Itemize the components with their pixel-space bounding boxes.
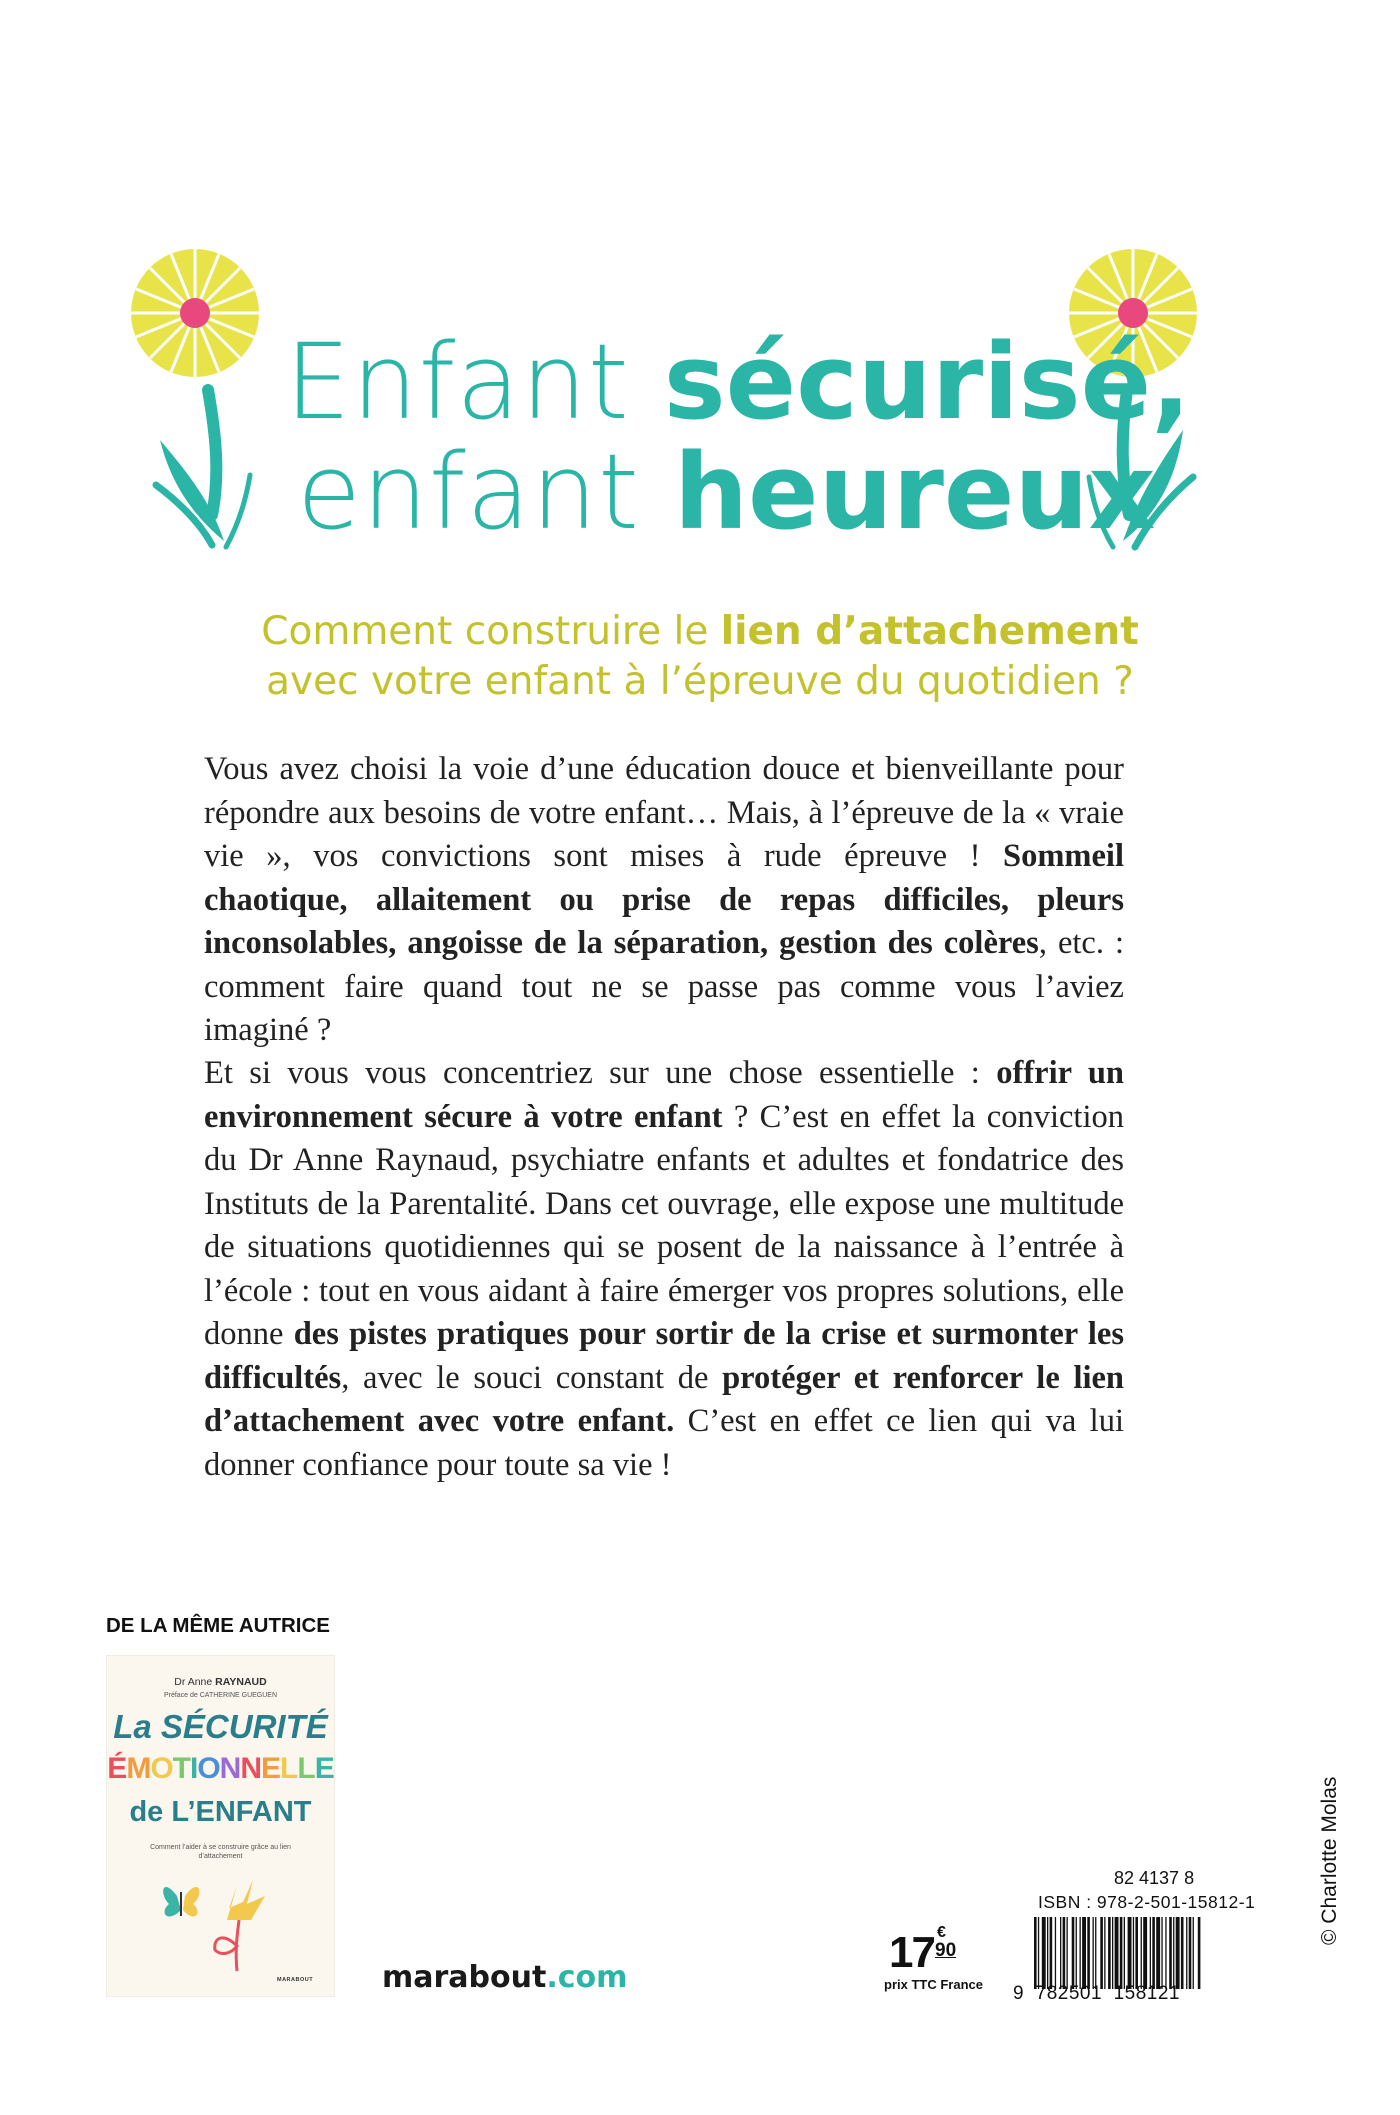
- butterfly-flower-icon: [157, 1866, 287, 1976]
- book-title-letter: I: [189, 1752, 198, 1785]
- book-title-letter: E: [261, 1752, 281, 1785]
- barcode-bar: [1100, 1917, 1103, 1989]
- isbn: ISBN : 978-2-501-15812-1: [1038, 1892, 1256, 1912]
- barcode-bar: [1176, 1917, 1180, 1989]
- publisher-website[interactable]: [382, 1960, 627, 1995]
- p2-bold3: protéger et renforcer le lien d’attachement avec votre enfant.: [204, 1359, 1124, 1439]
- book-title-line1: La SÉCURITÉ: [113, 1708, 328, 1745]
- p2-bold2: des pistes pratiques pour sortir de la crise et surmonter les difficultés: [204, 1316, 1124, 1396]
- book-author-name: RAYNAUD: [215, 1676, 267, 1688]
- book-title-letter: L: [297, 1752, 315, 1785]
- barcode-bar: [1152, 1917, 1155, 1989]
- p2-text4: C’est en effet ce lien qui va lui donner confiance pour toute sa vie !: [204, 1403, 1124, 1483]
- barcode-bar: [1104, 1917, 1105, 1989]
- barcode-bar: [1173, 1917, 1174, 1989]
- p2-text2: ? C’est en effet la conviction du Dr Anne Raynaud, psychiatre enfants et adultes et fondatrice des Instituts de la Parentalité. Dans cet ouvrage, elle expose une multitude de situations quotidiennes qui se posent de la naissance à l’entrée à l’école : tout en vous aidant à faire émerger vos propres solutions, elle donne: [204, 1098, 1124, 1352]
- barcode-bar: [1047, 1917, 1048, 1989]
- subtitle-bold: lien d’attachement: [720, 609, 1139, 654]
- price-label: prix TTC France: [884, 1977, 983, 1992]
- p2-bold1: offrir un environnement sécure à votre enfant: [204, 1055, 1124, 1135]
- barcode-digits: 9 782501 158121: [1013, 1983, 1180, 2004]
- p1-text2: , etc. : comment faire quand tout ne se passe pas comme vous l’aviez imaginé ?: [204, 925, 1124, 1048]
- barcode-bar: [1169, 1917, 1172, 1989]
- book-author: [107, 1676, 334, 1688]
- barcode-bar: [1034, 1917, 1037, 1989]
- barcode-bar: [1141, 1917, 1142, 1989]
- barcode-bar: [1128, 1917, 1132, 1989]
- book-preface: Préface de CATHERINE GUEGUEN: [163, 1692, 278, 1699]
- barcode-bar: [1095, 1917, 1096, 1989]
- barcode-bar: [1189, 1917, 1192, 1989]
- barcode-bar: [1181, 1917, 1184, 1989]
- book-subtitle: Comment l’aider à se construire grâce au lien d’attachement: [150, 1844, 291, 1860]
- book-title-letter: O: [197, 1752, 220, 1785]
- barcode-bar: [1087, 1917, 1090, 1989]
- barcode-bar: [1135, 1917, 1138, 1989]
- barcode-bar: [1072, 1917, 1075, 1989]
- p1-bold1: Sommeil chaotique, allaitement ou prise de repas difficiles, pleurs inconsolables, angoisse de la séparation, gestion des colères: [204, 838, 1124, 961]
- barcode-bar: [1115, 1917, 1119, 1989]
- barcode-bar: [1050, 1917, 1053, 1989]
- barcode-bar: [1038, 1917, 1039, 1989]
- book-title-line3: de L’ENFANT: [129, 1796, 312, 1828]
- photo-credit: © Charlotte Molas: [1318, 1776, 1341, 1945]
- barcode-bar: [1076, 1917, 1077, 1989]
- p2-text1: Et si vous vous concentriez sur une chose essentielle :: [204, 1055, 997, 1091]
- barcode-bar: [1082, 1917, 1086, 1989]
- book-title-letter: L: [280, 1752, 298, 1785]
- subtitle-prefix: Comment construire le: [261, 609, 721, 654]
- barcode-bar: [1133, 1917, 1134, 1989]
- book-title-letter: E: [314, 1752, 334, 1785]
- barcode-bar: [1080, 1917, 1081, 1989]
- barcode-bar: [1143, 1917, 1147, 1989]
- barcode-bar: [1156, 1917, 1160, 1989]
- barcode-bar: [1186, 1917, 1187, 1989]
- title-line1-light: Enfant: [285, 321, 664, 443]
- barcode-bar: [1055, 1917, 1056, 1989]
- price-euros: 17: [889, 1928, 934, 1977]
- barcode-bar: [1042, 1917, 1046, 1989]
- subtitle-line-2: avec votre enfant à l’épreuve du quotidien ?: [266, 659, 1134, 704]
- book-author-prefix: Dr Anne: [174, 1676, 216, 1688]
- barcode-bar: [1198, 1917, 1201, 1989]
- book-title-letter: N: [219, 1752, 241, 1785]
- price-cents: 90: [935, 1940, 957, 1961]
- publisher-domain: .com: [546, 1960, 628, 1995]
- barcode-icon: [1030, 1917, 1276, 1989]
- title-line2-light: enfant: [297, 431, 674, 553]
- barcode-bar: [1108, 1917, 1111, 1989]
- barcode-bar: [1161, 1917, 1162, 1989]
- title-line2-bold: heureux: [674, 431, 1156, 553]
- barcode-bar: [1067, 1917, 1068, 1989]
- book-title-letter: N: [240, 1752, 262, 1785]
- p1-text1: Vous avez choisi la voie d’une éducation douce et bienveillante pour répondre aux besoins de votre enfant… Mais, à l’épreuve de la « vraie vie », vos convictions sont mises à rude épreuve !: [204, 751, 1124, 874]
- book-publisher: MARABOUT: [277, 1977, 314, 1983]
- book-title-letter: M: [126, 1752, 151, 1785]
- barcode-bar: [1093, 1917, 1094, 1989]
- barcode-bar: [1193, 1917, 1194, 1989]
- book-title-line2: [107, 1752, 334, 1786]
- title-line-1: [285, 321, 1191, 443]
- barcode-bar: [1150, 1917, 1151, 1989]
- paragraph-1: [204, 748, 1124, 1053]
- barcode-bar: [1120, 1917, 1123, 1989]
- book-thumbnail: [107, 1656, 334, 1996]
- product-code: 82 4137 8: [1114, 1868, 1195, 1888]
- barcode-bar: [1063, 1917, 1066, 1989]
- book-title-letter: O: [150, 1752, 173, 1785]
- price-currency: €: [937, 1924, 946, 1941]
- barcode-bar: [1165, 1917, 1166, 1989]
- barcode-bar: [1060, 1917, 1061, 1989]
- paragraph-2: [204, 1052, 1124, 1487]
- book-title-letter: É: [107, 1752, 127, 1785]
- subtitle-line-1: [0, 607, 1400, 657]
- title-line-2: [297, 431, 1156, 553]
- same-author-heading: DE LA MÊME AUTRICE: [106, 1614, 330, 1637]
- barcode-bar: [1112, 1917, 1113, 1989]
- p2-text3: , avec le souci constant de: [341, 1359, 723, 1396]
- publisher-name: marabout: [382, 1960, 547, 1995]
- left-flower-icon: [120, 245, 280, 555]
- book-title-letter: T: [172, 1752, 190, 1785]
- title-line1-bold: sécurisé,: [663, 321, 1191, 443]
- barcode-bar: [1124, 1917, 1125, 1989]
